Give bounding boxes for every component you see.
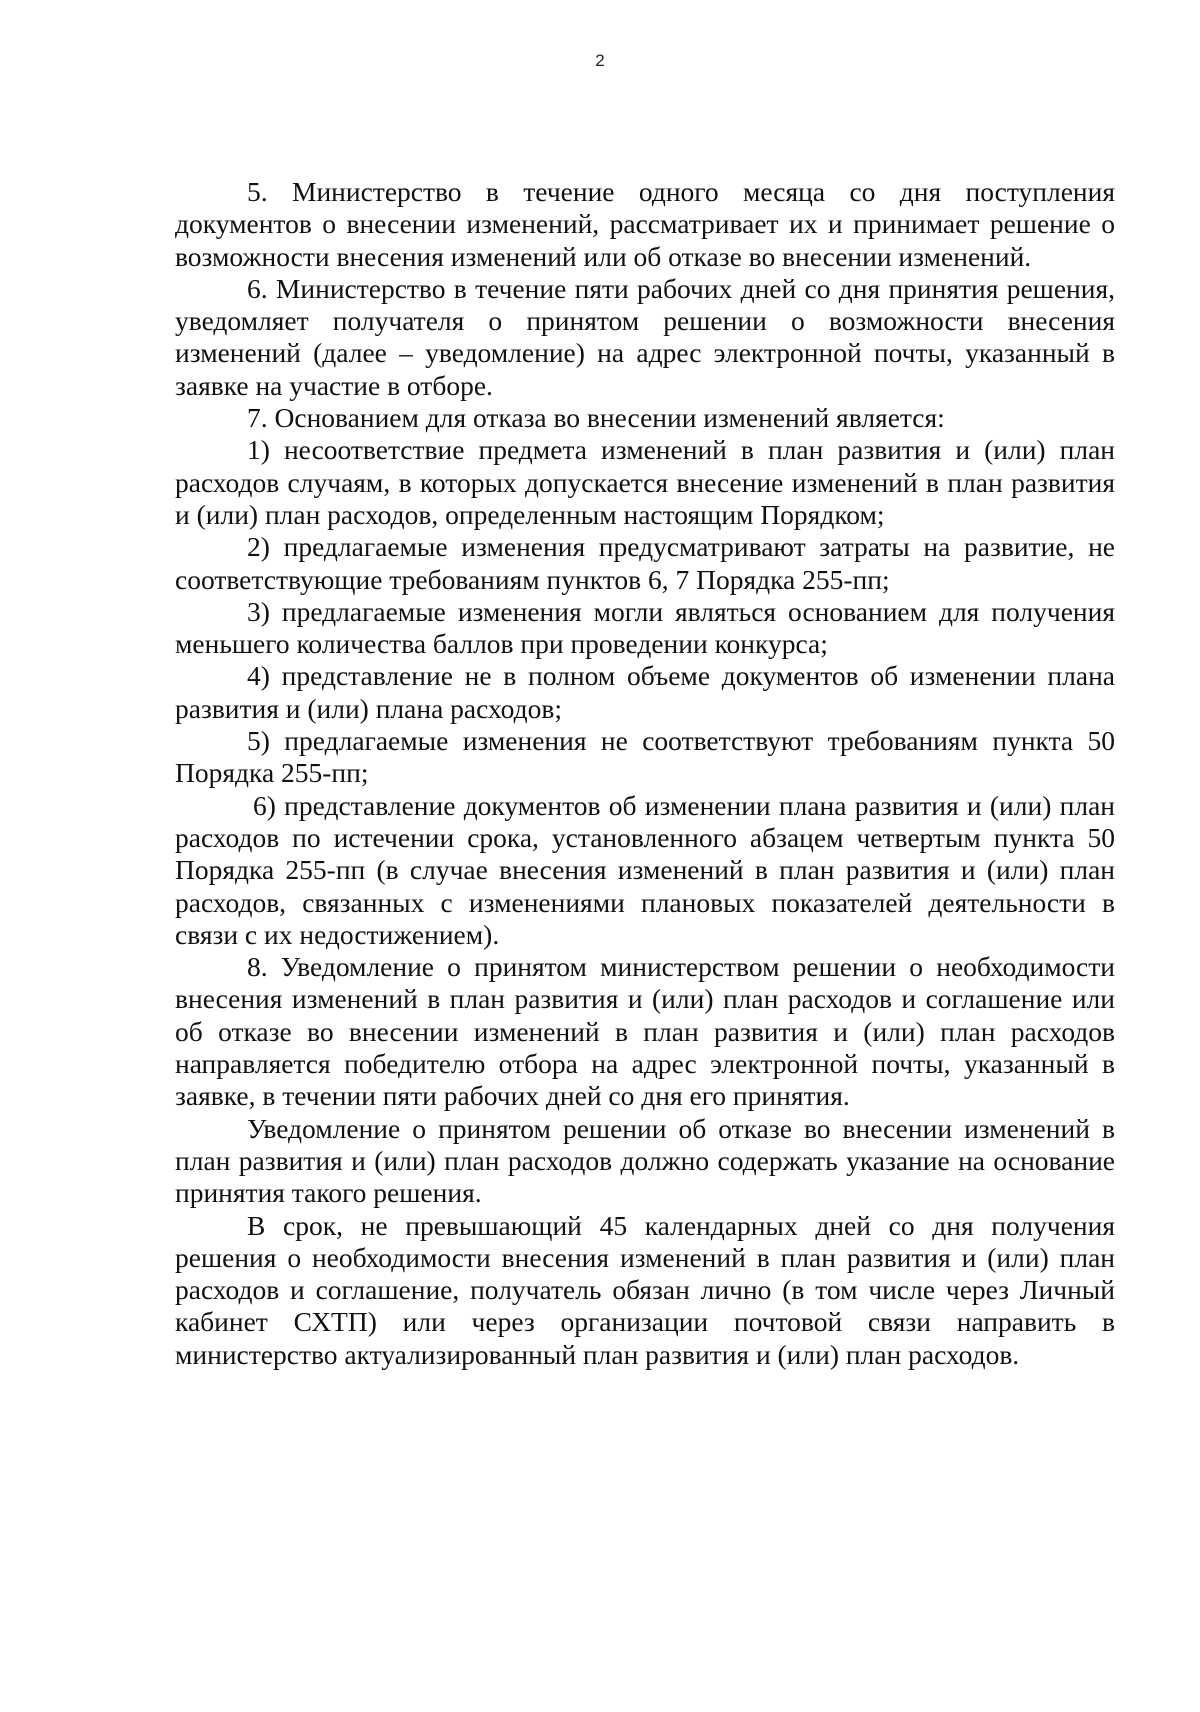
list-item-5: 5) предлагаемые изменения не соответствуют требованиям пункта 50 Порядка 255-пп; bbox=[175, 725, 1115, 789]
list-item-4: 4) представление не в полном объеме документов об изменении плана развития и (или) плана расходов; bbox=[175, 660, 1115, 724]
paragraph-5: 5. Министерство в течение одного месяца со дня поступления документов о внесении изменений, рассматривает их и принимает решение о возможности внесения изменений или об отказе во внесении изменений. bbox=[175, 176, 1115, 272]
paragraph-8: 8. Уведомление о принятом министерством решении о необходимости внесения изменений в план развития и (или) план расходов и соглашение или об отказе во внесении изменений в план развития и (или) план расходов направляется победителю отбора на адрес электронной почты, указанный в заявке, в течении пяти рабочих дней со дня его принятия. bbox=[175, 951, 1115, 1112]
paragraph-deadline: В срок, не превышающий 45 календарных дней со дня получения решения о необходимости внесения изменений в план развития и (или) план расходов и соглашение, получатель обязан лично (в том числе через Личный кабинет СХТП) или через организации почтовой связи направить в министерство актуализированный план развития и (или) план расходов. bbox=[175, 1209, 1115, 1370]
list-item-3: 3) предлагаемые изменения могли являться основанием для получения меньшего количества баллов при проведении конкурса; bbox=[175, 595, 1115, 660]
paragraph-6: 6. Министерство в течение пяти рабочих дней со дня принятия решения, уведомляет получателя о принятом решении о возможности внесения изменений (далее – уведомление) на адрес электронной почты, указанный в заявке на участие в отборе. bbox=[175, 272, 1115, 401]
list-item-2: 2) предлагаемые изменения предусматривают затраты на развитие, не соответствующие требованиям пунктов 6, 7 Порядка 255-пп; bbox=[175, 531, 1115, 595]
paragraph-refusal-notice: Уведомление о принятом решении об отказе во внесении изменений в план развития и (или) план расходов должно содержать указание на основание принятия такого решения. bbox=[175, 1112, 1115, 1209]
paragraph-7: 7. Основанием для отказа во внесении изменений является: bbox=[247, 402, 945, 434]
document-body bbox=[175, 176, 1115, 1371]
list-item-6: 6) представление документов об изменении плана развития и (или) план расходов по истечении срока, установленного абзацем четвертым пункта 50 Порядка 255-пп (в случае внесения изменений в план развития и (или) план расходов, связанных с изменениями плановых показателей деятельности в связи с их недостижением). bbox=[175, 789, 1115, 950]
list-item-1: 1) несоответствие предмета изменений в план развития и (или) план расходов случаям, в которых допускается внесение изменений в план развития и (или) план расходов, определенным настоящим Порядком; bbox=[175, 434, 1115, 530]
page-number: 2 bbox=[595, 51, 605, 70]
